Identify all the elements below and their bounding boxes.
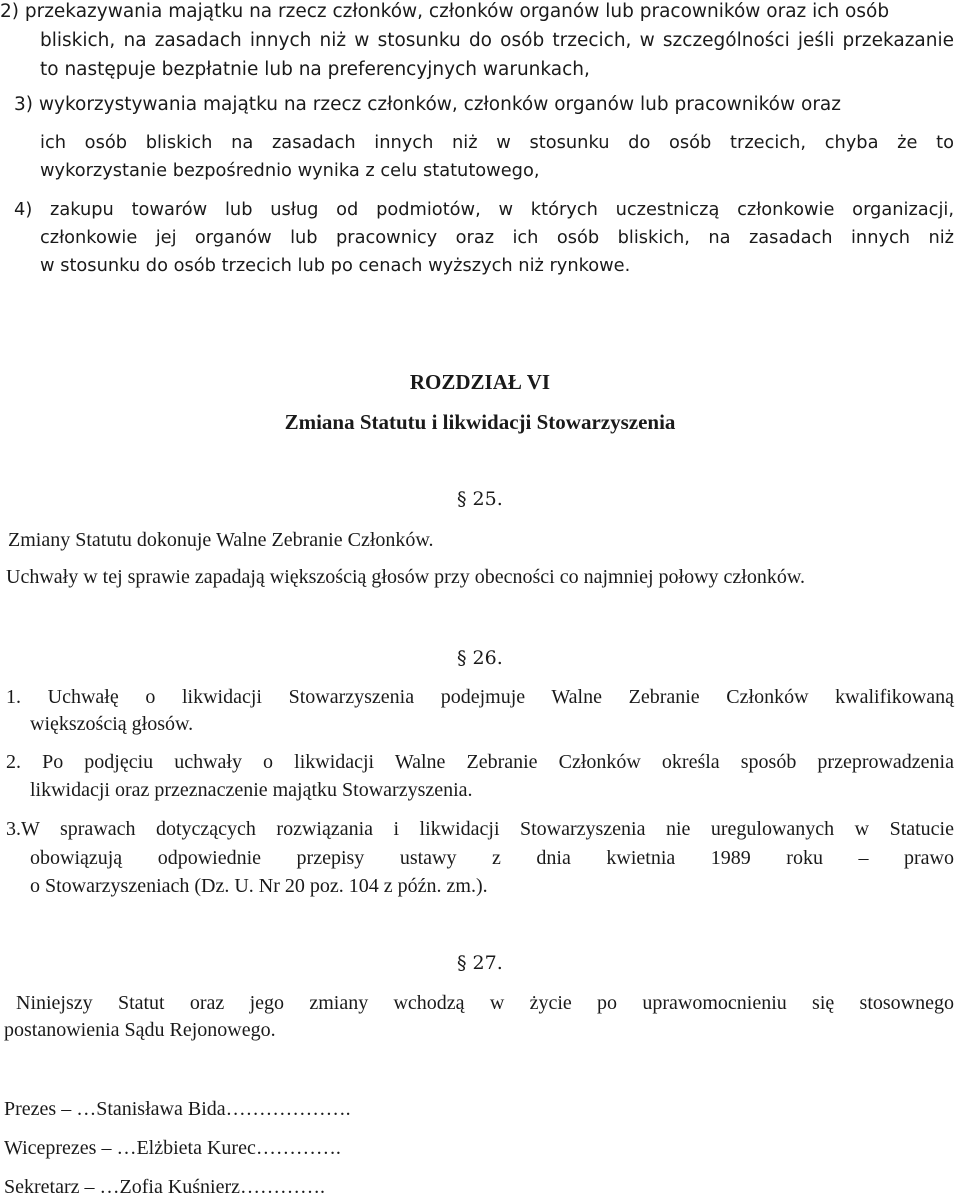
signature-president: Prezes – …Stanisława Bida……………….: [4, 1098, 351, 1120]
section-25-sign: § 25.: [457, 488, 503, 510]
section-26-line-2: większością głosów.: [30, 713, 194, 735]
section-26-line-4: likwidacji oraz przeznaczenie majątku Stowarzyszenia.: [30, 779, 473, 801]
section-26-line-1: 1. Uchwałę o likwidacji Stowarzyszenia podejmuje Walne Zebranie Członków kwalifikowaną: [6, 686, 954, 708]
section-26-sign: § 26.: [457, 647, 503, 669]
signature-secretary: Sekretarz – …Zofia Kuśnierz………….: [4, 1176, 326, 1198]
section-27-line-2: postanowienia Sądu Rejonowego.: [4, 1019, 276, 1041]
signature-vice-president: Wiceprezes – …Elżbieta Kurec………….: [4, 1137, 341, 1159]
list-item-3-line-1: 3) wykorzystywania majątku na rzecz członków, członków organów lub pracowników oraz: [14, 94, 841, 115]
list-item-4-line-3: w stosunku do osób trzecich lub po cenach wyższych niż rynkowe.: [40, 255, 631, 276]
section-25-line-1: Zmiany Statutu dokonuje Walne Zebranie Członków.: [8, 529, 434, 551]
section-26-line-6: obowiązują odpowiednie przepisy ustawy z dnia kwietnia 1989 roku – prawo: [30, 847, 954, 869]
list-item-2-line-1: 2) przekazywania majątku na rzecz członków, członków organów lub pracowników oraz ich osób: [0, 1, 890, 22]
section-26-line-7: o Stowarzyszeniach (Dz. U. Nr 20 poz. 104 z późn. zm.).: [30, 875, 488, 897]
section-27-sign: § 27.: [457, 952, 503, 974]
list-item-3-line-3: wykorzystanie bezpośrednio wynika z celu statutowego,: [40, 160, 540, 181]
chapter-number: ROZDZIAŁ VI: [409, 370, 551, 394]
list-item-4-line-2: członkowie jej organów lub pracownicy oraz ich osób bliskich, na zasadach innych niż: [40, 227, 954, 248]
list-item-3-line-2: ich osób bliskich na zasadach innych niż w stosunku do osób trzecich, chyba że to: [40, 132, 954, 153]
section-26-line-3: 2. Po podjęciu uchwały o likwidacji Walne Zebranie Członków określa sposób przeprowadzenia: [6, 751, 954, 773]
section-26-line-5: 3.W sprawach dotyczących rozwiązania i likwidacji Stowarzyszenia nie uregulowanych w Statucie: [6, 818, 954, 840]
chapter-title: Zmiana Statutu i likwidacji Stowarzyszenia: [284, 410, 676, 434]
list-item-4-line-1: 4) zakupu towarów lub usług od podmiotów, w których uczestniczą członkowie organizacji,: [14, 199, 954, 220]
section-27-line-1: Niniejszy Statut oraz jego zmiany wchodzą w życie po uprawomocnieniu się stosownego: [16, 992, 954, 1014]
section-25-line-2: Uchwały w tej sprawie zapadają większością głosów przy obecności co najmniej połowy członków.: [6, 566, 806, 588]
list-item-2-line-2: bliskich, na zasadach innych niż w stosunku do osób trzecich, w szczególności jeśli przekazanie: [40, 30, 954, 51]
list-item-2-line-3: to następuje bezpłatnie lub na preferencyjnych warunkach,: [40, 59, 590, 80]
